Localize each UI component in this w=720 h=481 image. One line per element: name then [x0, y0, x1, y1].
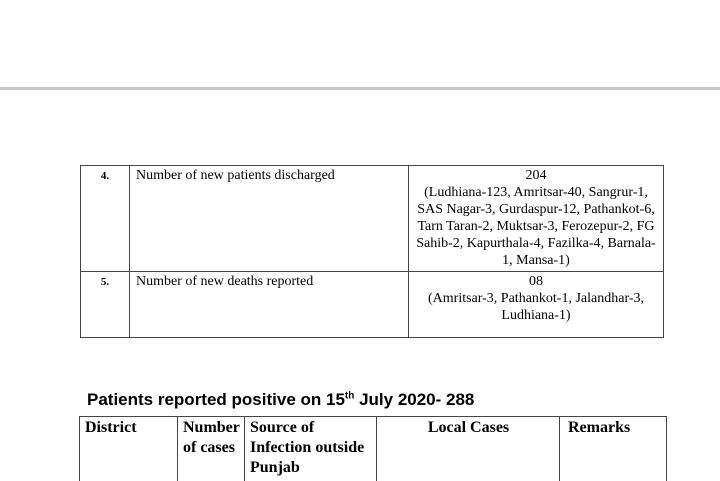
cases-table [79, 416, 667, 481]
heading-superscript: th [345, 390, 354, 401]
table-row [81, 166, 664, 272]
value-line: 1, Mansa-1) [413, 252, 659, 269]
value-line: Tarn Taran-2, Muktsar-3, Ferozepur-2, FG [413, 218, 659, 235]
value-line: 08 [413, 273, 659, 290]
heading-suffix: July 2020- 288 [354, 390, 474, 409]
row-label: Number of new patients discharged [130, 166, 409, 272]
row-number: 5. [81, 272, 130, 338]
row-number: 4. [81, 166, 130, 272]
value-line: Sahib-2, Kapurthala-4, Fazilka-4, Barnala- [413, 235, 659, 252]
column-header-local-cases: Local Cases [377, 417, 560, 481]
value-line: Ludhiana-1) [413, 307, 659, 324]
column-header-number-of-cases: Number of cases [178, 417, 245, 481]
row-label: Number of new deaths reported [130, 272, 409, 338]
value-line: 204 [413, 167, 659, 184]
row-value [409, 166, 664, 272]
value-line: (Amritsar-3, Pathankot-1, Jalandhar-3, [413, 290, 659, 307]
column-header-remarks: Remarks [560, 417, 667, 481]
table-header-row [80, 417, 667, 481]
summary-table [80, 165, 664, 338]
table-row [81, 272, 664, 338]
column-header-district: District [80, 417, 178, 481]
section-heading [87, 390, 474, 410]
value-line: SAS Nagar-3, Gurdaspur-12, Pathankot-6, [413, 201, 659, 218]
value-line: (Ludhiana-123, Amritsar-40, Sangrur-1, [413, 184, 659, 201]
heading-prefix: Patients reported positive on 15 [87, 390, 345, 409]
row-value [409, 272, 664, 338]
column-header-source-of-infection: Source of Infection outside Punjab [245, 417, 377, 481]
header-divider [0, 87, 720, 90]
